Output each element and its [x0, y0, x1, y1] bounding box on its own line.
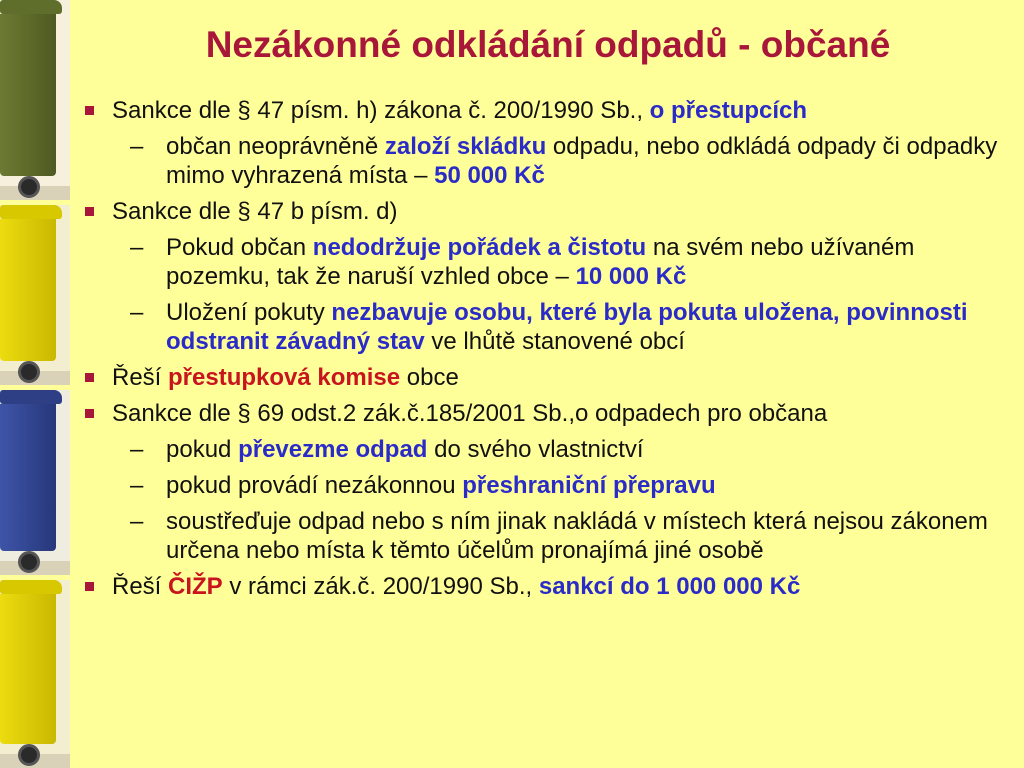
bullet-text	[112, 97, 807, 124]
emphasized-text: 10 000 Kč	[575, 263, 687, 290]
emphasized-text: ČIŽP	[168, 573, 223, 600]
bullet-text	[112, 198, 398, 225]
text-run: soustřeďuje odpad nebo s ním jinak nakládá v místech která nejsou zákonem určena nebo místa k těmto účelům pronajímá jiné osobě	[166, 508, 988, 564]
square-bullet-icon	[85, 373, 94, 382]
sub-bullet-item	[82, 435, 1012, 464]
emphasized-text: 50 000 Kč	[434, 162, 545, 189]
text-run: občan neoprávněně	[166, 133, 385, 160]
emphasized-text: přestupková komise	[168, 364, 401, 391]
dash-bullet-icon: –	[130, 436, 144, 463]
text-run: obce	[400, 364, 459, 391]
bullet-text	[166, 234, 914, 290]
dash-bullet-icon: –	[130, 472, 144, 499]
emphasized-text: založí skládku	[384, 133, 547, 160]
text-run: do svého vlastnictví	[427, 436, 644, 463]
text-run: na svém nebo užívaném pozemku, tak že naruší vzhled obce –	[166, 234, 915, 290]
dash-bullet-icon: –	[130, 299, 144, 326]
bullet-text	[166, 472, 716, 499]
square-bullet-icon	[85, 207, 94, 216]
bullet-text	[166, 508, 988, 564]
bullet-text	[166, 299, 968, 355]
emphasized-text: přeshraniční přepravu	[462, 472, 716, 499]
slide-title: Nezákonné odkládání odpadů - občané	[205, 24, 891, 65]
sub-bullet-item	[82, 298, 1012, 356]
text-run: Řeší	[112, 364, 169, 391]
sub-bullet-item	[82, 471, 1012, 500]
sub-bullet-item	[82, 132, 1012, 190]
square-bullet-icon	[85, 582, 94, 591]
bullet-item	[82, 96, 1012, 125]
square-bullet-icon	[85, 409, 94, 418]
dash-bullet-icon: –	[130, 234, 144, 261]
square-bullet-icon	[85, 106, 94, 115]
text-run: ve lhůtě stanovené obcí	[424, 328, 685, 355]
text-run: Uložení pokuty	[166, 299, 332, 326]
slide-content	[82, 96, 1012, 608]
bullet-text	[112, 364, 459, 391]
bullet-item	[82, 399, 1012, 428]
text-run: Pokud občan	[166, 234, 313, 261]
text-run: pokud provádí nezákonnou	[166, 472, 463, 499]
bullet-text	[112, 573, 800, 600]
bullet-text	[166, 436, 644, 463]
text-run: v rámci zák.č. 200/1990 Sb.,	[222, 573, 539, 600]
bullet-item	[82, 197, 1012, 226]
text-run: pokud	[166, 436, 239, 463]
sub-bullet-item	[82, 507, 1012, 565]
yellow-waste-bin-icon	[0, 205, 70, 385]
text-run: Sankce dle § 69 odst.2 zák.č.185/2001 Sb.,o odpadech pro občana	[112, 400, 828, 427]
text-run: Sankce dle § 47 písm. h) zákona č. 200/1990 Sb.,	[112, 97, 650, 124]
green-waste-bin-icon	[0, 0, 70, 200]
blue-waste-bin-icon	[0, 390, 70, 575]
text-run: Sankce dle § 47 b písm. d)	[112, 198, 398, 225]
waste-bins-image-strip	[0, 0, 70, 768]
emphasized-text: o přestupcích	[649, 97, 808, 124]
bullet-text	[112, 400, 827, 427]
dash-bullet-icon: –	[130, 133, 144, 160]
dash-bullet-icon: –	[130, 508, 144, 535]
sub-bullet-item	[82, 233, 1012, 291]
bullet-item	[82, 572, 1012, 601]
bullet-text	[166, 133, 997, 189]
text-run: odpadu, nebo odkládá odpady či odpadky mimo vyhrazená místa –	[166, 133, 998, 189]
emphasized-text: převezme odpad	[238, 436, 428, 463]
emphasized-text: nezbavuje osobu, které byla pokuta uložena, povinnosti odstranit závadný stav	[166, 299, 968, 355]
yellow-waste-bin-icon	[0, 580, 70, 768]
emphasized-text: sankcí do 1 000 000 Kč	[538, 573, 801, 600]
emphasized-text: nedodržuje pořádek a čistotu	[312, 234, 647, 261]
bullet-item	[82, 363, 1012, 392]
text-run: Řeší	[112, 573, 169, 600]
